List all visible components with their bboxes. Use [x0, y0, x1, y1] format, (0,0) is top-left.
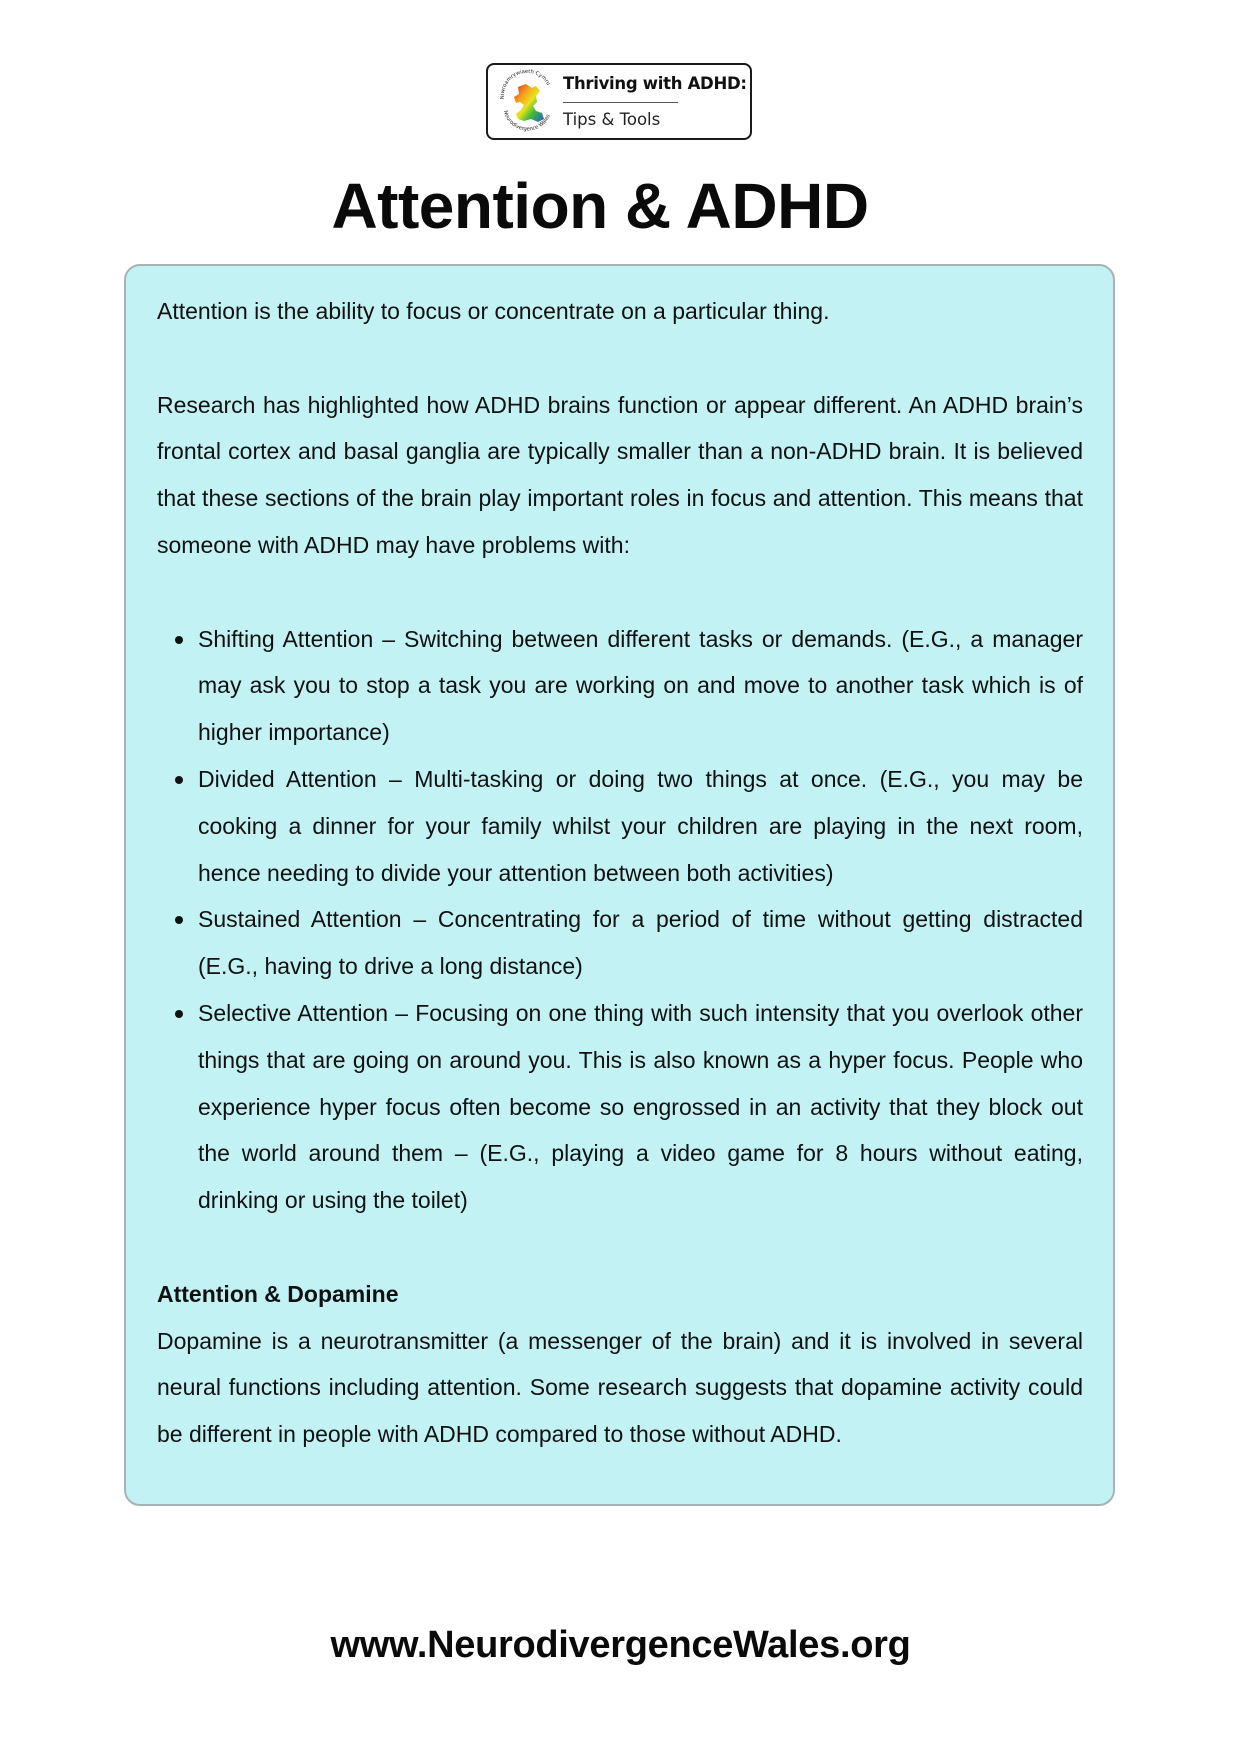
spacer	[157, 335, 1083, 382]
emblem-text-bottom: Neurodivergence Wales	[501, 109, 552, 133]
bullet-icon	[175, 776, 183, 784]
content-box	[124, 264, 1115, 1506]
intro-paragraph: Attention is the ability to focus or concentrate on a particular thing.	[157, 298, 830, 324]
list-item	[198, 616, 1083, 756]
research-paragraph: Research has highlighted how ADHD brains function or appear different. An ADHD brain’s frontal cortex and basal ganglia are typically smaller than a non-ADHD brain. It is believed that these sections of the brain play important roles in focus and attention. This means that someone with ADHD may have problems with:	[157, 391, 1083, 558]
list-item-text: Sustained Attention – Concentrating for a period of time without getting distracted (E.G., having to drive a long distance)	[198, 906, 1083, 980]
dopamine-paragraph: Dopamine is a neurotransmitter (a messenger of the brain) and it is involved in several neural functions including attention. Some research suggests that dopamine activity could be different in people with ADHD compared to those without ADHD.	[157, 1327, 1083, 1448]
page-title: Attention & ADHD	[331, 170, 869, 242]
footer-website-link[interactable]: www.NeurodivergenceWales.org	[330, 1624, 911, 1666]
list-item-text: Divided Attention – Multi-tasking or doing two things at once. (E.G., you may be cooking a dinner for your family whilst your children are playing in the next room, hence needing to divide your attention between both activities)	[198, 765, 1083, 886]
bullet-icon	[175, 636, 183, 644]
bullet-icon	[175, 916, 183, 924]
list-item	[198, 896, 1083, 990]
logo-divider	[563, 102, 678, 103]
list-item	[198, 990, 1083, 1224]
bullet-icon	[175, 1010, 183, 1018]
list-item-text: Shifting Attention – Switching between different tasks or demands. (E.G., a manager may ask you to stop a task you are working on and move to another task which is of higher importance)	[198, 625, 1083, 746]
list-item-text: Selective Attention – Focusing on one thing with such intensity that you overlook other things that are going on around you. This is also known as a hyper focus. People who experience hyper focus often become so engrossed in an activity that they block out the world around them – (E.G., playing a video game for 8 hours without eating, drinking or using the toilet)	[198, 999, 1083, 1214]
dopamine-heading: Attention & Dopamine	[157, 1280, 399, 1307]
spacer	[157, 1224, 1083, 1271]
logo-title: Thriving with ADHD:	[563, 74, 747, 93]
logo-badge	[486, 63, 752, 140]
spacer	[157, 569, 1083, 616]
list-item	[198, 756, 1083, 896]
emblem-text-top: Niwroamrywiaeth Cymru	[499, 69, 552, 100]
wales-map-rainbow-icon	[496, 69, 558, 135]
attention-types-list	[157, 616, 1083, 1224]
logo-subtitle: Tips & Tools	[563, 110, 661, 129]
